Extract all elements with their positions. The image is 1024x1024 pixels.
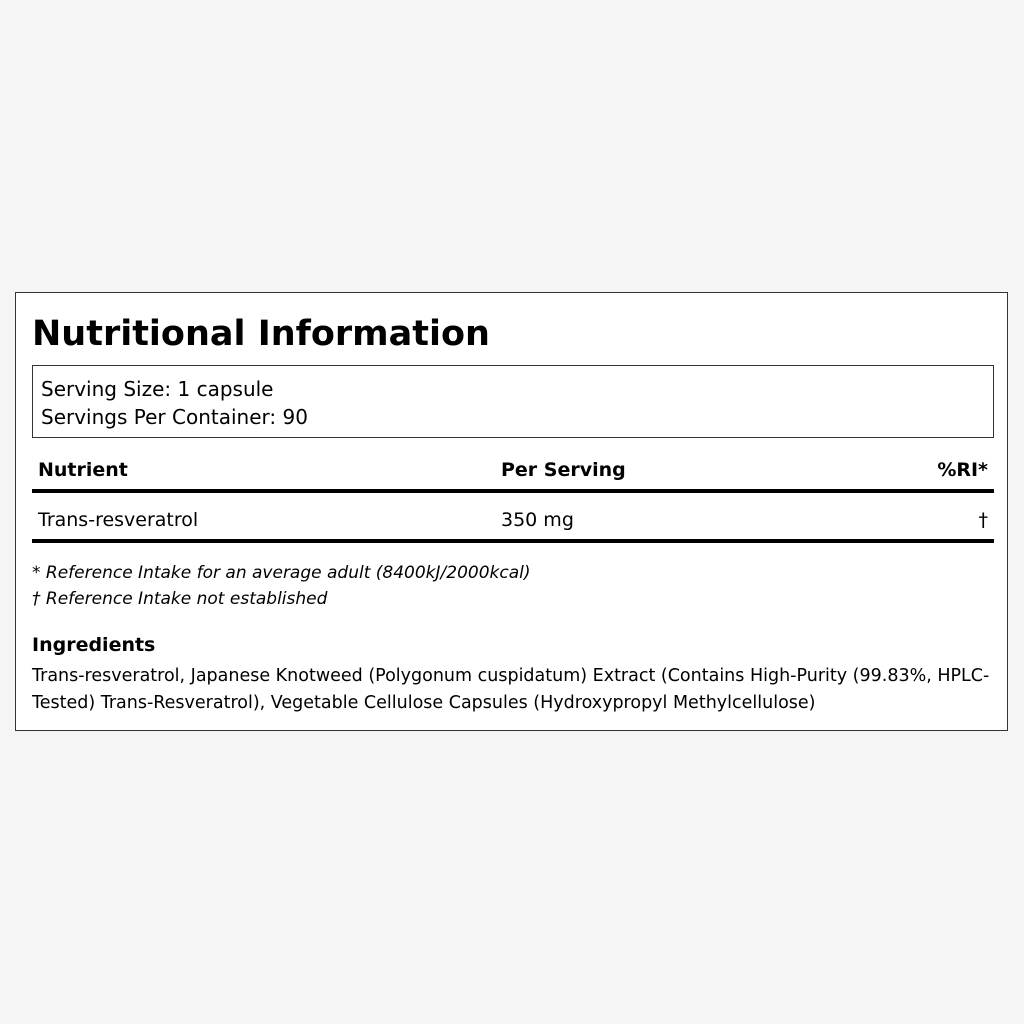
serving-info-box xyxy=(32,365,994,438)
footnote-reference-intake: * Reference Intake for an average adult (8400kJ/2000kcal) xyxy=(32,563,531,583)
column-header-ri: %RI* xyxy=(937,459,988,481)
nutrient-name: Trans-resveratrol xyxy=(38,509,199,531)
table-row xyxy=(32,503,994,543)
ri-value: † xyxy=(978,509,988,531)
ingredients-text: Trans-resveratrol, Japanese Knotweed (Polygonum cuspidatum) Extract (Contains High-Purity (99.83%, HPLC-Tested) Trans-Resveratrol), Vegetable Cellulose Capsules (Hydroxypropyl Methylcellulose) xyxy=(32,666,990,713)
column-header-per-serving: Per Serving xyxy=(501,459,626,481)
serving-size: Serving Size: 1 capsule xyxy=(41,377,274,401)
per-serving-value: 350 mg xyxy=(501,509,574,531)
nutrition-panel xyxy=(15,292,1008,731)
ingredients-heading: Ingredients xyxy=(32,634,156,656)
footnote-not-established: † Reference Intake not established xyxy=(32,589,328,609)
page-title: Nutritional Information xyxy=(32,314,490,354)
servings-per-container: Servings Per Container: 90 xyxy=(41,405,308,429)
column-header-nutrient: Nutrient xyxy=(38,459,128,481)
table-header xyxy=(32,453,994,493)
